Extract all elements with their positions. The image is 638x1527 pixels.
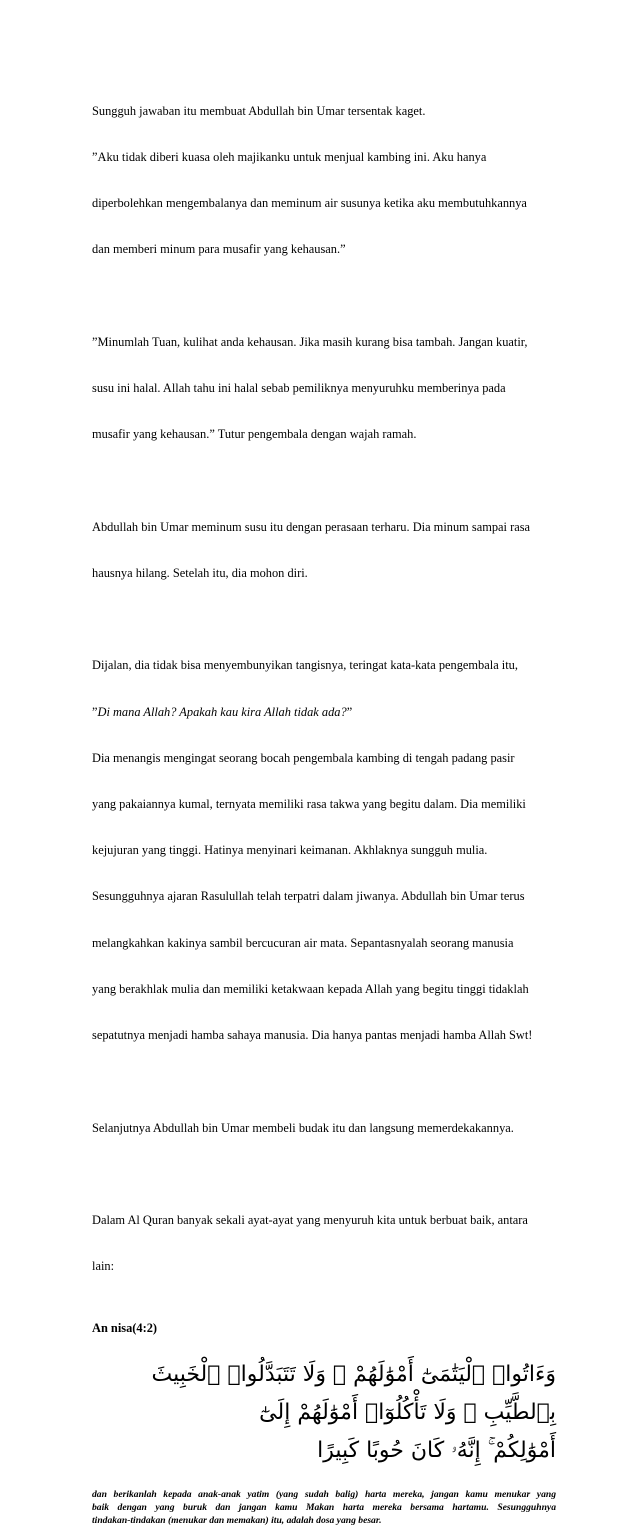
paragraph-6: [92, 1182, 556, 1305]
arabic-line: وَءَاتُوا۟ ٱلْيَتَٰمَىٰٓ أَمْوَٰلَهُمْ ۖ وَلَا تَتَبَدَّلُوا۟ ٱلْخَبِيثَ بِٱلطَّيِّبِ ۖ وَلَا تَأْكُلُوٓا۟ أَمْوَٰلَهُمْ إِلَىٰٓ: [151, 1362, 556, 1426]
text-line: musafir yang kehausan.” Tutur pengembala dengan wajah ramah.: [92, 427, 417, 442]
translation-line: baik dengan yang buruk dan jangan kamu Makan harta mereka bersama hartamu. Sesungguhnya: [92, 1502, 556, 1514]
paragraph-3: [92, 489, 556, 612]
arabic-line: أَمْوَٰلِكُمْ ۚ إِنَّهُۥ كَانَ حُوبًا كَبِيرًا: [317, 1438, 556, 1464]
text-line: yang pakaiannya kumal, ternyata memiliki rasa takwa yang begitu dalam. Dia memiliki: [92, 797, 526, 812]
quote-italic-text: Di mana Allah? Apakah kau kira Allah tidak ada?: [97, 704, 347, 719]
translation-line: tindakan-tindakan (menukar dan memakan) itu, adalah dosa yang besar.: [92, 1515, 382, 1527]
paragraph-1: [92, 73, 556, 289]
text-line: ”Aku tidak diberi kuasa oleh majikanku untuk menjual kambing ini. Aku hanya: [92, 150, 487, 165]
paragraph-2: [92, 304, 556, 473]
quote-close-mark: ”: [346, 704, 353, 719]
text-line: Sungguh jawaban itu membuat Abdullah bin Umar tersentak kaget.: [92, 103, 426, 118]
text-line: Abdullah bin Umar meminum susu itu dengan perasaan terharu. Dia minum sampai rasa: [92, 519, 531, 534]
arabic-verse: [92, 1356, 556, 1470]
text-line: diperbolehkan mengembalanya dan meminum air susunya ketika aku membutuhkannya: [92, 196, 527, 211]
text-line: ”Minumlah Tuan, kulihat anda kehausan. Jika masih kurang bisa tambah. Jangan kuatir,: [92, 334, 528, 349]
text-line: lain:: [92, 1259, 115, 1274]
paragraph-4: [92, 628, 556, 1075]
paragraph-5: [92, 1090, 556, 1167]
quote-line: [92, 705, 556, 720]
text-line: kejujuran yang tinggi. Hatinya menyinari keimanan. Akhlaknya sungguh mulia.: [92, 843, 488, 858]
text-line: Dalam Al Quran banyak sekali ayat-ayat yang menyuruh kita untuk berbuat baik, antara: [92, 1212, 528, 1227]
text-line: Sesungguhnya ajaran Rasulullah telah terpatri dalam jiwanya. Abdullah bin Umar terus: [92, 889, 525, 904]
translation-line: dan berikanlah kepada anak-anak yatim (yang sudah balig) harta mereka, jangan kamu menukar yang: [92, 1489, 556, 1501]
text-line: Selanjutnya Abdullah bin Umar membeli budak itu dan langsung memerdekakannya.: [92, 1120, 514, 1135]
text-line: melangkahkan kakinya sambil bercucuran air mata. Sepantasnyalah seorang manusia: [92, 935, 514, 950]
text-line: sepatutnya menjadi hamba sahaya manusia. Dia hanya pantas menjadi hamba Allah Swt!: [92, 1028, 533, 1043]
text-line: dan memberi minum para musafir yang kehausan.”: [92, 242, 346, 257]
text-line: yang berakhlak mulia dan memiliki ketakwaan kepada Allah yang begitu tinggi tidaklah: [92, 981, 529, 996]
verse-translation: [92, 1488, 556, 1527]
verse-reference-heading: An nisa(4:2): [92, 1320, 158, 1335]
text-line: susu ini halal. Allah tahu ini halal sebab pemiliknya menyuruhku memberinya pada: [92, 381, 506, 396]
text-line: Dia menangis mengingat seorang bocah pengembala kambing di tengah padang pasir: [92, 750, 515, 765]
text-line: Dijalan, dia tidak bisa menyembunyikan tangisnya, teringat kata-kata pengembala itu,: [92, 658, 518, 673]
quote-open-mark: ”: [92, 704, 98, 719]
text-line: hausnya hilang. Setelah itu, dia mohon diri.: [92, 565, 308, 580]
